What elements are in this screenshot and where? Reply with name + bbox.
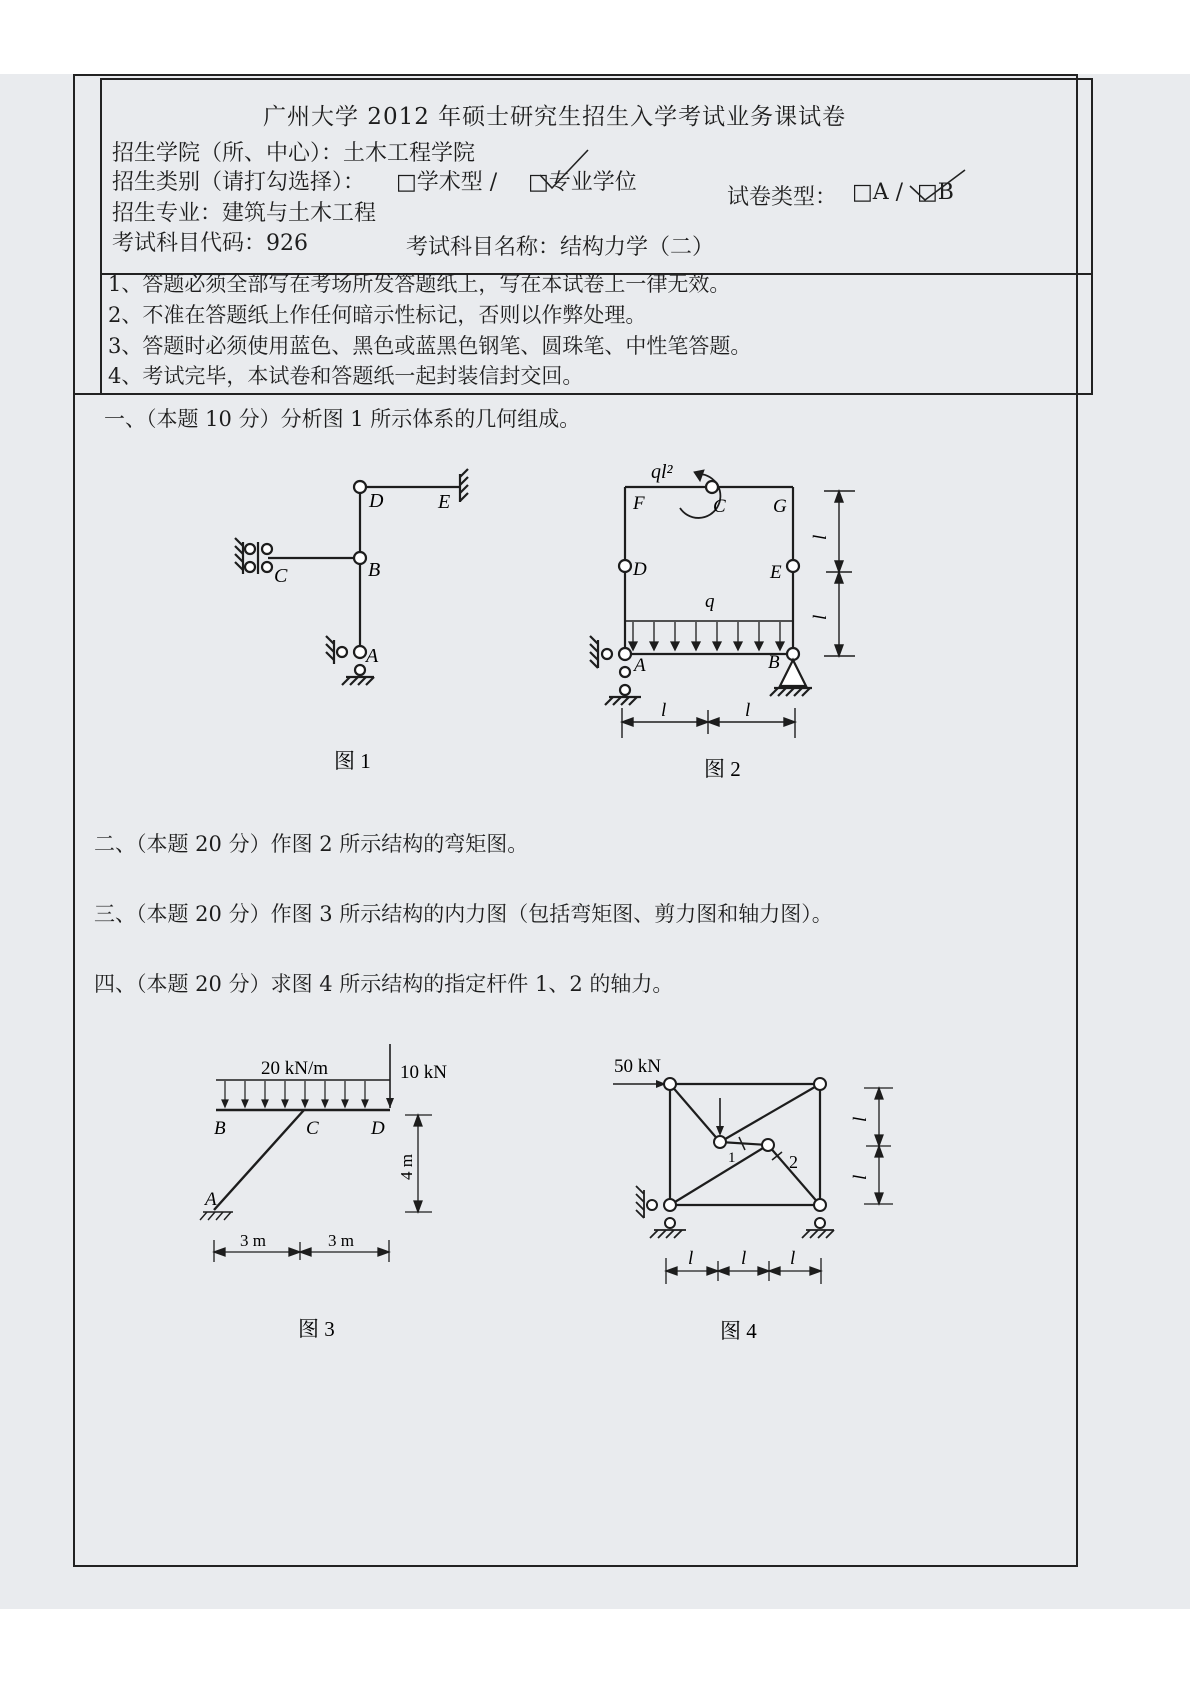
rule-1: 1、答题必须全部写在考场所发答题纸上，写在本试卷上一律无效。 [108,272,731,296]
fig2-label-g: G [773,496,787,517]
fig1-label-e: E [438,491,451,513]
question-4: 四、（本题 20 分）求图 4 所示结构的指定杆件 1、2 的轴力。 [94,972,674,996]
fig2-label-d: D [633,559,647,580]
fig2-dim-l-horizontal-2: l [745,700,751,721]
paper-type-b: □B [917,180,954,205]
fig2-dim-l-vertical-2: l [810,614,831,620]
fig4-label-load: 50 kN [614,1056,661,1077]
fig3-label-c: C [306,1118,319,1139]
question-3: 三、（本题 20 分）作图 3 所示结构的内力图（包括弯矩图、剪力图和轴力图）。 [94,902,833,926]
fig2-dim-l-horizontal-1: l [661,700,667,721]
fig4-caption: 图 4 [720,1319,757,1343]
category-academic-option: □学术型 / [396,170,498,195]
fig2-label-q: q [705,591,715,612]
fig3-dim-height: 4 m [397,1154,416,1180]
fig4-dim-l-horizontal-3: l [790,1248,796,1269]
fig2-label-f: F [633,493,645,514]
fig4-dim-l-vertical-1: l [850,1116,871,1122]
major-label: 招生专业：建筑与土木工程 [112,201,377,226]
fig3-label-point-load: 10 kN [400,1062,447,1083]
fig4-dim-l-horizontal-2: l [741,1248,747,1269]
fig1-label-b: B [368,559,381,581]
exam-title: 广州大学 2012 年硕士研究生招生入学考试业务课试卷 [263,104,847,130]
fig3-caption: 图 3 [298,1317,335,1341]
fig3-label-d: D [371,1118,385,1139]
fig4-label-bar-1: 1 [728,1150,736,1166]
fig3-dim-span-1: 3 m [240,1231,266,1250]
rule-3: 3、答题时必须使用蓝色、黑色或蓝黑色钢笔、圆珠笔、中性笔答题。 [108,334,752,358]
fig2-label-a: A [634,655,646,676]
fig2-label-c: C [713,496,726,517]
fig4-dim-l-horizontal-1: l [688,1248,694,1269]
fig3-label-b: B [214,1118,226,1139]
subject-code-label: 考试科目代码：926 [112,231,308,256]
fig1-caption: 图 1 [334,749,371,773]
fig2-caption: 图 2 [704,757,741,781]
category-professional-option: □专业学位 [528,170,637,195]
fig4-label-bar-2: 2 [789,1152,798,1172]
paper-type-a: □A / [852,180,904,205]
category-label: 招生类别（请打勾选择）： [112,170,366,195]
fig2-label-moment: ql² [651,461,673,483]
fig2-dim-l-vertical-1: l [810,534,831,540]
fig4-dim-l-vertical-2: l [850,1174,871,1180]
rule-4: 4、考试完毕，本试卷和答题纸一起封装信封交回。 [108,364,584,388]
rule-2: 2、不准在答题纸上作任何暗示性标记，否则以作弊处理。 [108,303,647,327]
fig1-label-d: D [369,490,384,512]
paper-type-label: 试卷类型： [727,185,838,210]
fig2-label-e: E [770,562,782,583]
fig3-label-a: A [205,1189,217,1210]
fig3-dim-span-2: 3 m [328,1231,354,1250]
fig1-label-a: A [366,645,379,667]
college-label: 招生学院（所、中心）：土木工程学院 [112,141,476,166]
subject-name-label: 考试科目名称：结构力学（二） [406,235,715,260]
question-1: 一、（本题 10 分）分析图 1 所示体系的几何组成。 [104,407,581,431]
fig3-label-dist-load: 20 kN/m [261,1058,329,1079]
fig1-label-c: C [274,565,288,587]
fig2-label-b: B [768,652,780,673]
question-2: 二、（本题 20 分）作图 2 所示结构的弯矩图。 [94,832,529,856]
